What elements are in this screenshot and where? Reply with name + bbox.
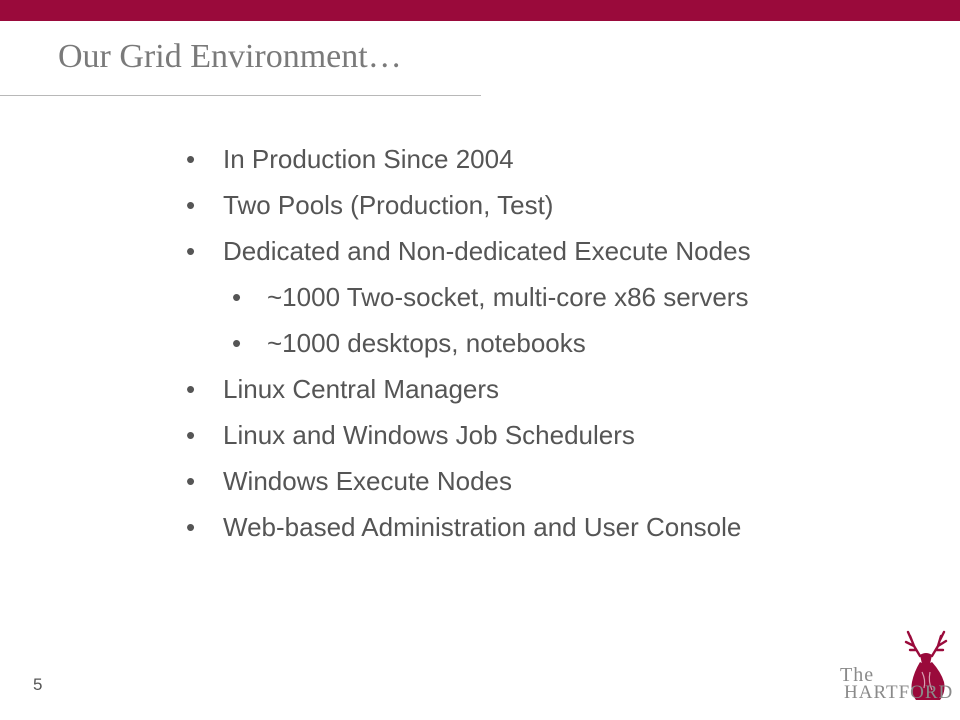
title-divider	[0, 95, 481, 96]
top-accent-bar	[0, 0, 960, 21]
logo-text-hartford: HARTFORD	[844, 682, 954, 703]
bullet-text: Two Pools (Production, Test)	[223, 190, 554, 220]
bullet-marker: •	[186, 512, 196, 542]
bullet-text: Dedicated and Non-dedicated Execute Nodes	[223, 236, 751, 266]
logo-text-the: The	[840, 664, 875, 686]
bullet-marker: •	[186, 144, 196, 174]
bullet-marker: •	[186, 190, 196, 220]
bullet-marker: •	[186, 466, 196, 496]
slide-title: Our Grid Environment…	[58, 38, 402, 75]
bullet-text: Linux and Windows Job Schedulers	[223, 420, 635, 450]
bullet-marker: •	[186, 236, 196, 266]
bullet-text: ~1000 desktops, notebooks	[267, 328, 586, 358]
page-number: 5	[33, 675, 43, 694]
bullet-text: Windows Execute Nodes	[223, 466, 513, 496]
bullet-text: In Production Since 2004	[223, 144, 514, 174]
bullet-text: Web-based Administration and User Console	[223, 512, 742, 542]
bullet-text: Linux Central Managers	[223, 374, 500, 404]
bullet-marker: •	[186, 374, 196, 404]
bullet-marker: •	[232, 328, 242, 358]
bullet-marker: •	[186, 420, 196, 450]
bullet-text: ~1000 Two-socket, multi-core x86 servers	[267, 282, 749, 312]
company-logo	[840, 628, 952, 704]
bullet-marker: •	[232, 282, 242, 312]
